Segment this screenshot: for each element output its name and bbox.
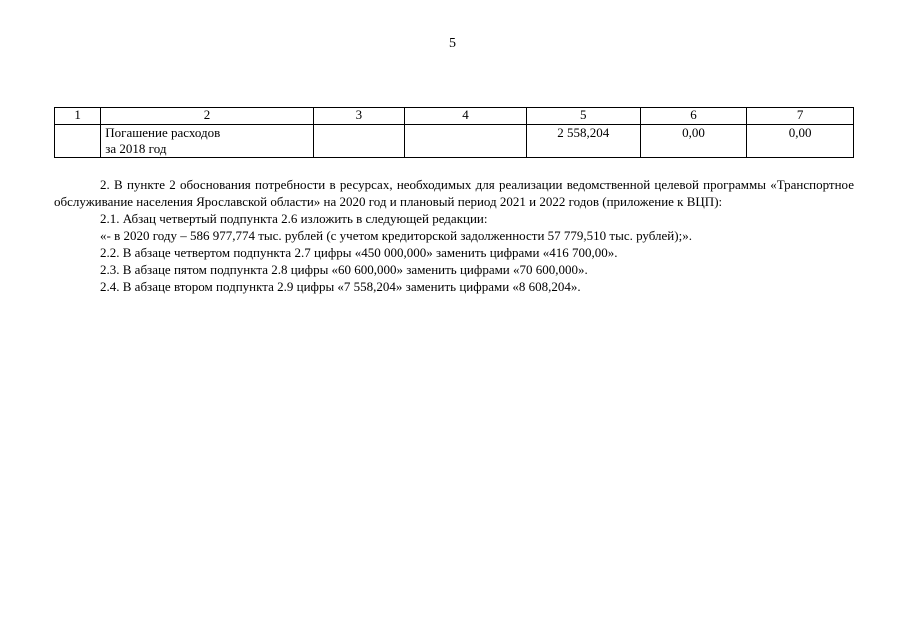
column-header-5: 5 xyxy=(526,108,640,125)
description-line-2: за 2018 год xyxy=(105,141,167,156)
description-line-1: Погашение расходов xyxy=(105,125,221,140)
column-header-2: 2 xyxy=(101,108,313,125)
paragraph-2-1: 2.1. Абзац четвертый подпункта 2.6 изложить в следующей редакции: xyxy=(100,211,488,226)
column-header-7: 7 xyxy=(747,108,854,125)
table-cell-amount: 2 558,204 xyxy=(526,125,640,158)
paragraph-2: 2. В пункте 2 обоснования потребности в ресурсах, необходимых для реализации ведомственной целевой программы «Транспортное обслуживание населения Ярославской области» на 2020 год и плановый период 2021 и 2022 годов (приложение к ВЦП): xyxy=(54,177,854,209)
paragraph-2-1-quote: «- в 2020 году – 586 977,774 тыс. рублей (с учетом кредиторской задолженности 57 779,510 тыс. рублей);». xyxy=(100,228,692,243)
paragraph-2-2: 2.2. В абзаце четвертом подпункта 2.7 цифры «450 000,000» заменить цифрами «416 700,00». xyxy=(100,245,618,260)
table-cell-7: 0,00 xyxy=(747,125,854,158)
column-header-4: 4 xyxy=(405,108,527,125)
table-header-row xyxy=(55,108,854,125)
table-cell-1 xyxy=(55,125,101,158)
table-cell-4 xyxy=(405,125,527,158)
table-cell-6: 0,00 xyxy=(640,125,747,158)
paragraph-2-3: 2.3. В абзаце пятом подпункта 2.8 цифры «60 600,000» заменить цифрами «70 600,000». xyxy=(100,262,588,277)
column-header-3: 3 xyxy=(313,108,405,125)
amendment-text xyxy=(54,176,854,295)
table-cell-description xyxy=(101,125,313,158)
page-number: 5 xyxy=(449,36,456,51)
budget-table xyxy=(54,107,854,158)
column-header-6: 6 xyxy=(640,108,747,125)
table-cell-3 xyxy=(313,125,405,158)
column-header-1: 1 xyxy=(55,108,101,125)
paragraph-2-4: 2.4. В абзаце втором подпункта 2.9 цифры «7 558,204» заменить цифрами «8 608,204». xyxy=(100,279,581,294)
table-row xyxy=(55,125,854,158)
